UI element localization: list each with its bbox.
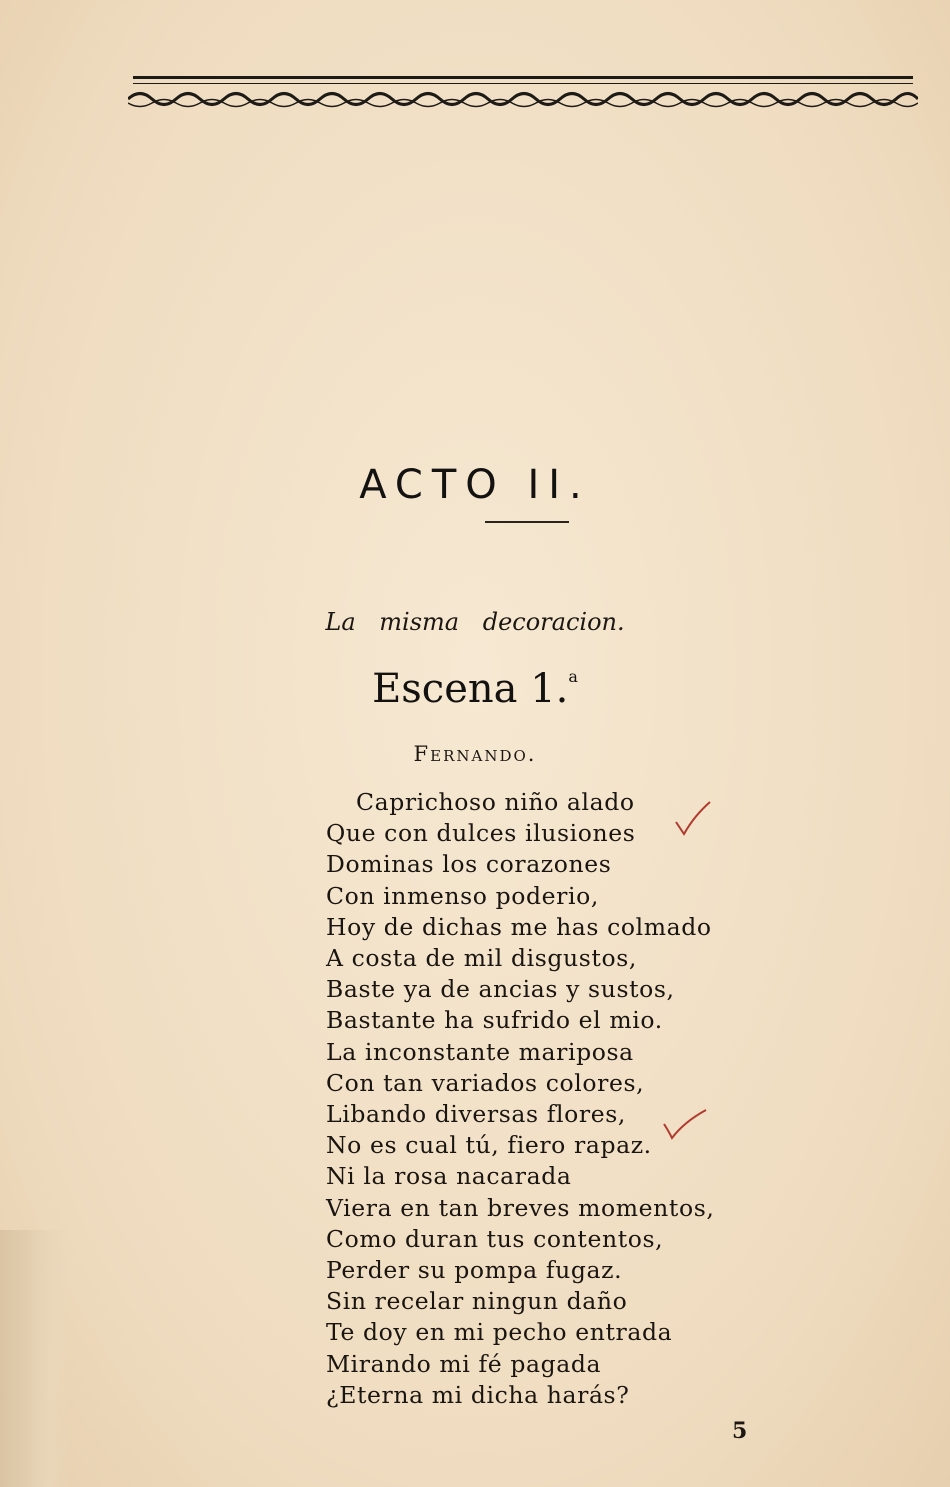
verse-line: Te doy en mi pecho entrada xyxy=(326,1318,673,1347)
verse-line: ¿Eterna mi dicha harás? xyxy=(326,1380,630,1409)
verse-line: No es cual tú, fiero rapaz. xyxy=(326,1131,652,1160)
verse-line: Sin recelar ningun daño xyxy=(326,1287,628,1316)
verse-line: Dominas los corazones xyxy=(326,850,612,879)
verse-line: Perder su pompa fugaz. xyxy=(326,1256,623,1285)
verse-line: A costa de mil disgustos, xyxy=(326,944,637,973)
torn-edge xyxy=(0,1230,70,1487)
decorative-border-ornament xyxy=(128,86,918,112)
scene-title-superscript: a xyxy=(568,667,578,686)
check-mark-icon xyxy=(660,1106,710,1142)
check-mark-icon xyxy=(672,800,714,840)
verse-line: Ni la rosa nacarada xyxy=(326,1162,572,1191)
speaker-name: Fernando. xyxy=(413,742,537,766)
verse-line: Que con dulces ilusiones xyxy=(326,819,636,848)
act-title: ACTO II. xyxy=(359,462,591,508)
verse-line: Bastante ha sufrido el mio. xyxy=(326,1006,663,1035)
verse-line: La inconstante mariposa xyxy=(326,1037,634,1066)
stage-direction: La misma decoracion. xyxy=(325,608,625,636)
scene-title-text: Escena 1. xyxy=(372,666,569,712)
header-rule-thick xyxy=(133,76,913,79)
verse-line: Con tan variados colores, xyxy=(326,1068,645,1097)
verse-block xyxy=(326,787,806,1411)
title-underline xyxy=(485,521,569,523)
verse-line: Hoy de dichas me has colmado xyxy=(326,912,712,941)
verse-line: Como duran tus contentos, xyxy=(326,1224,664,1253)
verse-line: Viera en tan breves momentos, xyxy=(326,1193,715,1222)
verse-line: Mirando mi fé pagada xyxy=(326,1349,602,1378)
verse-line: Con inmenso poderio, xyxy=(326,881,599,910)
verse-line: Caprichoso niño alado xyxy=(356,788,635,816)
page-number: 5 xyxy=(732,1418,748,1444)
verse-line: Baste ya de ancias y sustos, xyxy=(326,975,675,1004)
verse-line: Libando diversas flores, xyxy=(326,1100,626,1129)
header-rule-thin xyxy=(133,83,913,84)
scene-title xyxy=(0,666,950,712)
